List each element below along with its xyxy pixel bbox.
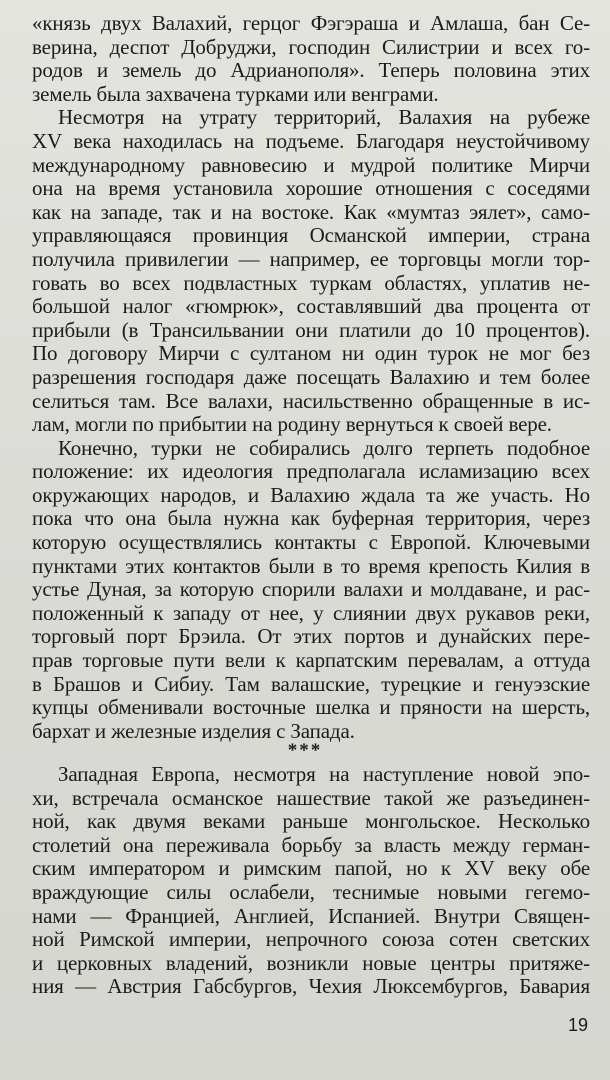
- text-line: «князь двух Валахий, герцог Фэгэраша и Амлаша, бан Се-: [32, 11, 590, 35]
- text-line: которую осуществлялись контакты с Европой. Ключевыми: [32, 530, 590, 555]
- text-line: столетий она переживала борьбу за власть между герман-: [32, 832, 590, 857]
- text-line: как на западе, так и на востоке. Как «мумтаз эялет», само-: [32, 199, 590, 224]
- text-line: управляющаяся провинция Османской империи, страна: [32, 223, 590, 248]
- text-line: XV века находилась на подъеме. Благодаря неустойчивому: [32, 128, 590, 153]
- paragraph-first-line: Западная Европа, несмотря на наступление новой эпо-: [58, 762, 590, 786]
- text-line: в Брашов и Сибиу. Там валашские, турецкие и генуэзские: [32, 671, 590, 696]
- section-separator: ***: [287, 740, 323, 761]
- text-line: ским императором и римским папой, но к XV веку обе: [32, 856, 590, 881]
- text-block-bottom: [32, 763, 590, 999]
- text-line: ной Римской империи, непрочного союза сотен светских: [32, 927, 590, 952]
- text-line: получила привилегии — например, ее торговцы могли тор-: [32, 246, 590, 271]
- text-line: ной, как двумя веками раньше монгольское. Несколько: [32, 809, 590, 834]
- text-line: враждующие силы ослабели, теснимые новыми гегемо-: [32, 879, 590, 904]
- text-line: говать во всех подвластных туркам областях, уплатив не-: [32, 270, 590, 295]
- text-line: устье Дуная, за которую спорили валахи и молдаване, и рас-: [32, 577, 590, 602]
- text-line: пунктами этих контактов были в то время крепость Килия в: [32, 553, 590, 578]
- text-line: родов и земель до Адрианополя». Теперь половина этих: [32, 58, 590, 83]
- text-line: разрешения господаря даже посещать Валахию и тем более: [32, 364, 590, 389]
- text-line: окружающих народов, и Валахию ждала та же участь. Но: [32, 482, 590, 507]
- text-line: международному равновесию и мудрой политике Мирчи: [32, 152, 590, 177]
- text-line: положенный к западу от нее, у слиянии двух рукавов реки,: [32, 600, 590, 625]
- text-line: прибыли (в Трансильвании они платили до 10 процентов).: [32, 317, 590, 342]
- text-line: нами — Францией, Англией, Испанией. Внутри Священ-: [32, 903, 590, 928]
- text-block-top: [32, 12, 590, 743]
- text-line: купцы обменивали восточные шелка и пряности на шерсть,: [32, 695, 590, 720]
- paragraph-first-line: Конечно, турки не собирались долго терпеть подобное: [58, 435, 590, 460]
- text-line: верина, деспот Добруджи, господин Силистрии и всех го-: [32, 34, 590, 59]
- text-line: торговый порт Брэила. От этих портов и дунайских пере-: [32, 624, 590, 649]
- text-line: большой налог «гюмрюк», составлявший два процента от: [32, 294, 590, 319]
- paragraph-first-line: Несмотря на утрату территорий, Валахия на рубеже: [58, 105, 590, 130]
- text-line: хи, встречала османское нашествие такой же разъединен-: [32, 785, 590, 810]
- text-line: она на время установила хорошие отношения с соседями: [32, 176, 590, 201]
- text-line: земель была захвачена турками или венграми.: [32, 81, 439, 106]
- page-number: 19: [567, 1015, 588, 1035]
- text-line: прав торговые пути вели к карпатским перевалам, а оттуда: [32, 648, 590, 673]
- text-line: По договору Мирчи с султаном ни один турок не мог без: [32, 341, 590, 366]
- text-line: положение: их идеология предполагала исламизацию всех: [32, 459, 590, 484]
- text-line: ния — Австрия Габсбургов, Чехия Люксембургов, Бавария: [32, 974, 590, 999]
- text-line: селиться там. Все валахи, насильственно обращенные в ис-: [32, 388, 590, 413]
- text-line: и церковных владений, возникли новые центры притяже-: [32, 950, 590, 975]
- text-line: бархат и железные изделия с Запада.: [32, 718, 355, 743]
- text-line: пока что она была нужна как буферная территория, через: [32, 506, 590, 531]
- text-line: лам, могли по прибытии на родину вернуться к своей вере.: [32, 412, 552, 437]
